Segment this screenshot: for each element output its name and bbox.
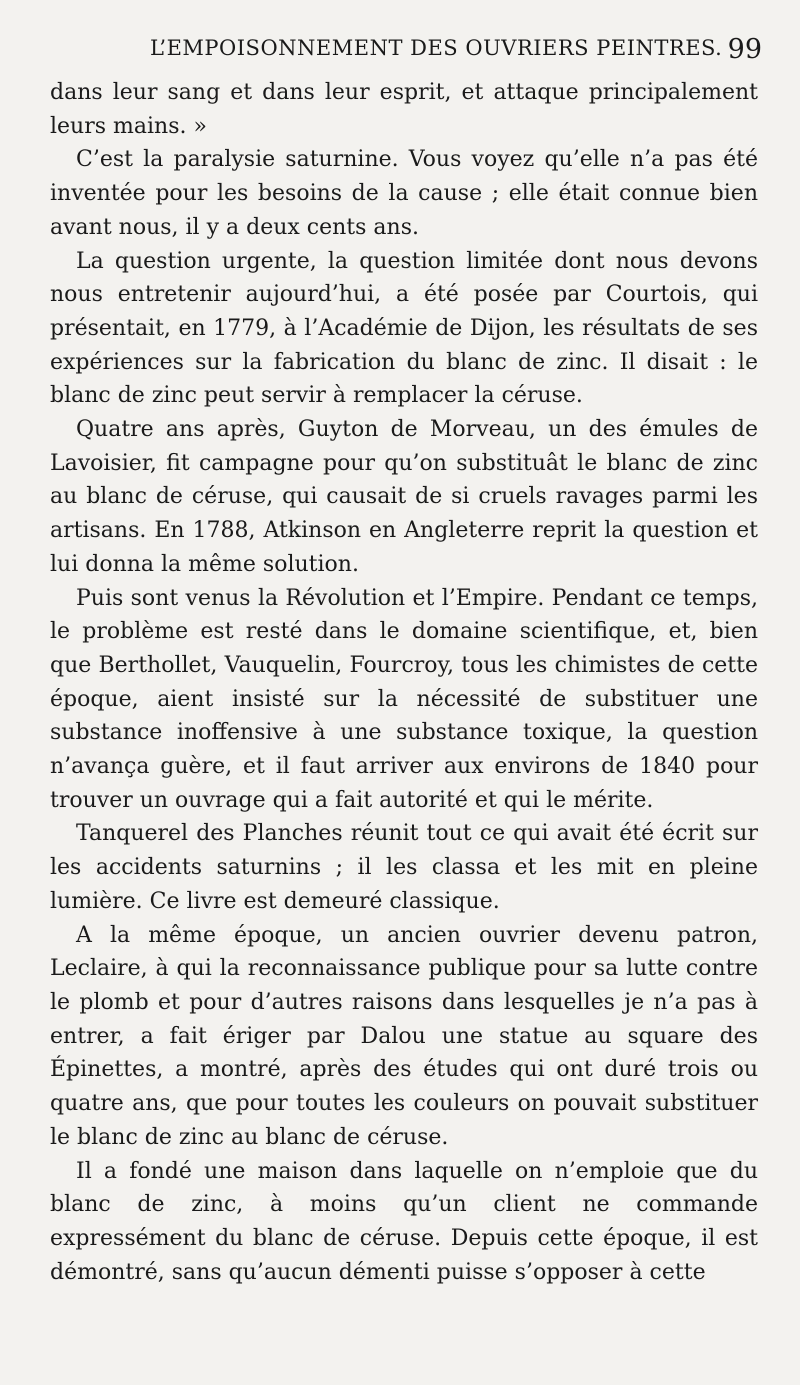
- page-header: [50, 36, 762, 76]
- paragraph: C’est la paralysie saturnine. Vous voyez qu’elle n’a pas été inventée pour les besoins de la cause ; elle était connue bien avant nous, il y a deux cents ans.: [50, 147, 758, 240]
- paragraph: Puis sont venus la Révolution et l’Empire. Pendant ce temps, le problème est resté dans le domaine scientifique, et, bien que Berthollet, Vauquelin, Fourcroy, tous les chimistes de cette époque, aient insisté sur la nécessité de substituer une substance inoffensive à une substance toxique, la question n’avança guère, et il faut arriver aux environs de 1840 pour trouver un ouvrage qui a fait autorité et qui le mérite.: [50, 585, 758, 813]
- page-number: 99: [727, 34, 762, 65]
- paragraph: Quatre ans après, Guyton de Morveau, un des émules de Lavoisier, fit campagne pour qu’on substituât le blanc de zinc au blanc de céruse, qui causait de si cruels ravages parmi les artisans. En 1788, Atkinson en Angleterre reprit la question et lui donna la même solution.: [50, 417, 758, 577]
- paragraph: Il a fondé une maison dans laquelle on n’emploie que du blanc de zinc, à moins qu’un client ne commande expressément du blanc de céruse. Depuis cette époque, il est démontré, sans qu’aucun démenti puisse s’opposer à cette: [50, 1158, 758, 1285]
- running-title: L’EMPOISONNEMENT DES OUVRIERS PEINTRES.: [150, 36, 723, 60]
- paragraph: La question urgente, la question limitée dont nous devons nous entretenir aujourd’hui, a été posée par Courtois, qui présentait, en 1779, à l’Académie de Dijon, les résultats de ses expériences sur la fabrication du blanc de zinc. Il disait : le blanc de zinc peut servir à remplacer la céruse.: [50, 248, 758, 409]
- paragraph: Tanquerel des Planches réunit tout ce qui avait été écrit sur les accidents saturnins ; il les classa et les mit en pleine lumière. Ce livre est demeuré classique.: [50, 821, 758, 914]
- paragraph: A la même époque, un ancien ouvrier devenu patron, Leclaire, à qui la reconnaissance publique pour sa lutte contre le plomb et pour d’autres raisons dans lesquelles je n’a pas à entrer, a fait ériger par Dalou une statue au square des Épinettes, a montré, après des études qui ont duré trois ou quatre ans, que pour toutes les couleurs on pouvait substituer le blanc de zinc au blanc de céruse.: [50, 922, 758, 1150]
- page-body: [50, 76, 758, 1289]
- paragraph: dans leur sang et dans leur esprit, et attaque principalement leurs mains. »: [50, 80, 758, 139]
